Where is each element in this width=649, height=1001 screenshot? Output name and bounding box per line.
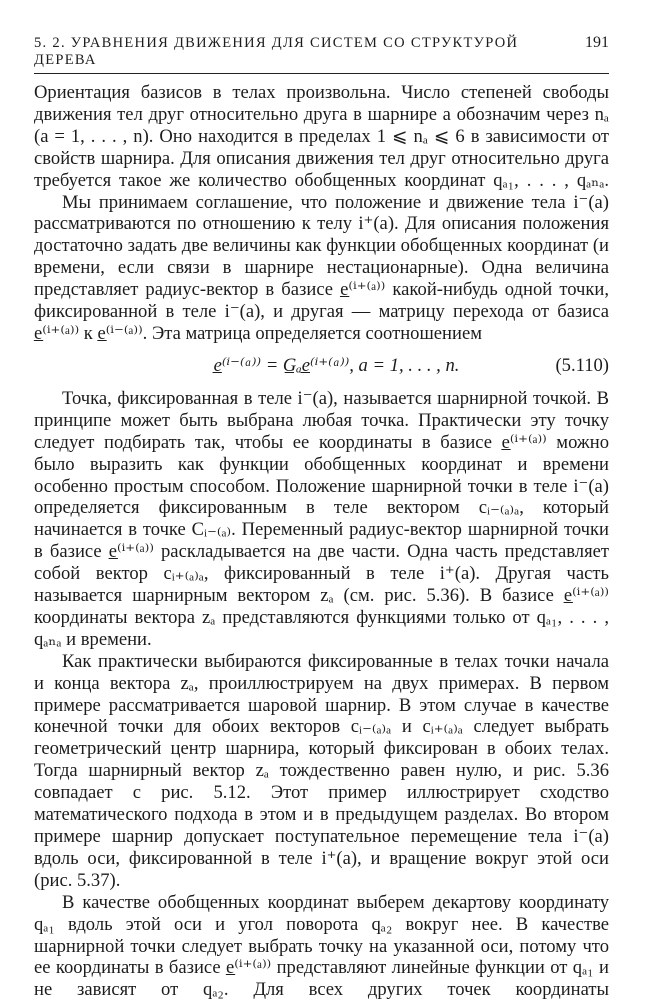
running-header xyxy=(34,34,609,74)
page-number: 191 xyxy=(585,34,609,51)
paragraph: Ориентация базисов в телах произвольна. Число степеней свободы движения тел друг относительно друга в шарнире a обозначим через nₐ (a = 1, . . . , n). Оно находится в пределах 1 ⩽ nₐ ⩽ 6 в зависимости от свойств шарнира. Для описания движения тел друг относительно друга требуется такое же количество обобщенных координат qₐ₁, . . . , qₐₙₐ. xyxy=(34,82,609,191)
equation-formula: e̲⁽ⁱ⁻⁽ᵃ⁾⁾ = G̲ₐe̲⁽ⁱ⁺⁽ᵃ⁾⁾, a = 1, . . . , n. xyxy=(213,354,460,376)
paragraph: Как практически выбираются фиксированные в телах точки начала и конца вектора zₐ, проиллюстрируем на двух примерах. В первом примере рассматривается шаровой шарнир. В этом случае в качестве конечной точки для обоих векторов cᵢ₋₍ₐ₎ₐ и cᵢ₊₍ₐ₎ₐ следует выбрать геометрический центр шарнира, который фиксирован в обоих телах. Тогда шарнирный вектор zₐ тождественно равен нулю, и рис. 5.36 совпадает с рис. 5.12. Этот пример иллюстрирует сходство математического подхода в этом и в предыдущем разделах. Во втором примере шарнир допускает поступательное перемещение тела i⁻(a) вдоль оси, фиксированной в теле i⁺(a), и вращение вокруг этой оси (рис. 5.37). xyxy=(34,650,609,891)
paragraph: Мы принимаем соглашение, что положение и движение тела i⁻(a) рассматриваются по отношению к телу i⁺(a). Для описания положения достаточно задать две величины как функции обобщенных координат (и времени, если связи в шарнире нестационарные). Одна величина представляет радиус-вектор в базисе e̲⁽ⁱ⁺⁽ᵃ⁾⁾ какой-нибудь одной точки, фиксированной в теле i⁻(a), и другая — матрицу перехода от базиса e̲⁽ⁱ⁺⁽ᵃ⁾⁾ к e̲⁽ⁱ⁻⁽ᵃ⁾⁾. Эта матрица определяется соотношением xyxy=(34,191,609,344)
paragraph: Точка, фиксированная в теле i⁻(a), называется шарнирной точкой. В принципе может быть выбрана любая точка. Практически эту точку следует подбирать так, чтобы ее координаты в базисе e̲⁽ⁱ⁺⁽ᵃ⁾⁾ можно было выразить как функции обобщенных координат и времени особенно простым способом. Положение шарнирной точки в теле i⁻(a) определяется фиксированным в теле вектором cᵢ₋₍ₐ₎ₐ, который начинается в точке Cᵢ₋₍ₐ₎. Переменный радиус-вектор шарнирной точки в базисе e̲⁽ⁱ⁺⁽ᵃ⁾⁾ раскладывается на две части. Одна часть представляет собой вектор cᵢ₊₍ₐ₎ₐ, фиксированный в теле i⁺(a). Другая часть называется шарнирным вектором zₐ (см. рис. 5.36). В базисе e̲⁽ⁱ⁺⁽ᵃ⁾⁾ координаты вектора zₐ представляются функциями только от qₐ₁, . . . , qₐₙₐ и времени. xyxy=(34,387,609,650)
page-body xyxy=(34,82,609,1001)
equation-5-110 xyxy=(34,348,609,384)
equation-number: (5.110) xyxy=(555,354,609,376)
book-page xyxy=(34,34,609,1001)
header-title: 5. 2. УРАВНЕНИЯ ДВИЖЕНИЯ ДЛЯ СИСТЕМ СО СТРУКТУРОЙ ДЕРЕВА xyxy=(34,35,519,68)
paragraph: В качестве обобщенных координат выберем декартову координату qₐ₁ вдоль этой оси и угол поворота qₐ₂ вокруг нее. В качестве шарнирной точки следует выбрать точку на указанной оси, потому что ее координаты в базисе e̲⁽ⁱ⁺⁽ᵃ⁾⁾ представляют линейные функции от qₐ₁ и не зависят от qₐ₂. Для всех других точек координаты xyxy=(34,891,609,1001)
